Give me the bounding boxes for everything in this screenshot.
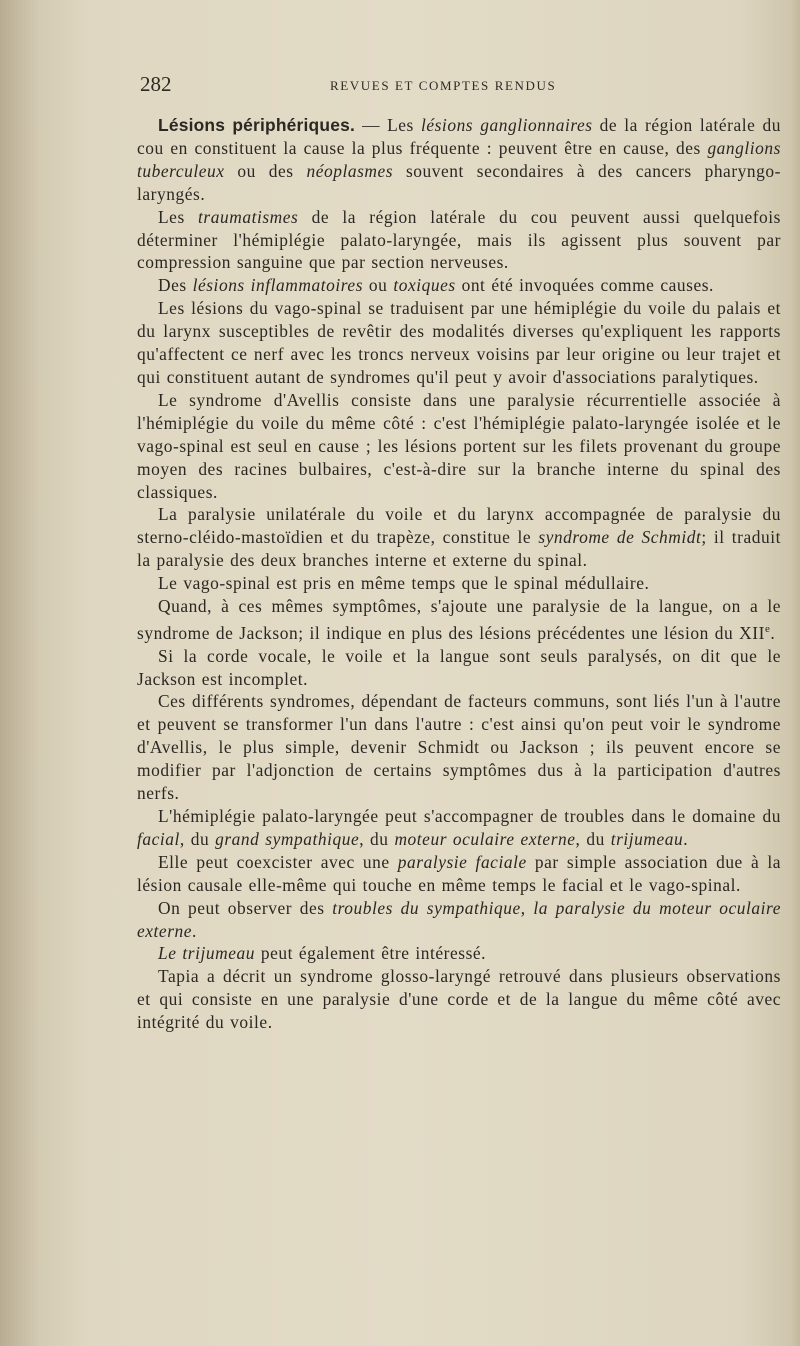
italic-term: moteur oculaire externe [394, 828, 576, 849]
italic-term: Le trijumeau [158, 943, 255, 964]
paragraph-inflammatoires [137, 274, 781, 297]
text-run: , [520, 897, 534, 918]
section-heading: Lésions périphériques. [158, 115, 355, 135]
paragraph-paralysie-faciale [137, 851, 781, 897]
paragraph-tapia: Tapia a décrit un syndrome glosso-laryngé retrouvé dans plusieurs observations et qui consiste en une paralysie d'une corde et de la langue du même côté avec intégrité du voile. [137, 966, 781, 1033]
paragraph-lesions-peripheriques [137, 114, 781, 206]
text-run: Quand, à ces mêmes symptômes, s'ajoute une paralysie de la langue, on a le syndrome de Jackson; il indique en plus des lésions précédentes une lésion du XII [137, 596, 781, 643]
text-run: ou des [224, 160, 307, 181]
italic-term: lésions inflammatoires [192, 275, 364, 296]
paragraph-jackson [137, 595, 781, 645]
text-run: de la région latérale du cou peuvent aussi quelquefois déterminer l'hémiplégie palato-laryngée, mais ils agissent plus souvent par compression sanguine que par section nerveuses. [137, 206, 781, 273]
text-run: ; il traduit la paralysie des deux branches interne et externe du spinal. [137, 527, 782, 571]
page-number: 282 [140, 72, 172, 96]
paragraph-jackson-incomplet: Si la corde vocale, le voile et la langue sont seuls paralysés, on dit que le Jackson est incomplet. [137, 645, 781, 689]
italic-term: paralysie faciale [397, 851, 527, 872]
italic-term: toxiques [393, 275, 456, 296]
paragraph-avellis: Le syndrome d'Avellis consiste dans une paralysie récurrentielle associée à l'hémiplégie du voile du même côté : c'est l'hémiplégie palato-laryngée isolée et le vago-spinal est seul en cause ; les lésions portent sur les filets provenant du groupe moyen des racines bulbaires, c'est-à-dire sur la branche interne du spinal des classiques. [137, 389, 781, 502]
text-run: Elle peut coexcister avec une [158, 851, 398, 872]
text-run: , du [179, 828, 216, 849]
text-run: . [192, 920, 197, 941]
text-run: Des [158, 275, 193, 296]
italic-term: néoplasmes [306, 160, 394, 181]
superscript: e [764, 622, 771, 635]
paragraph-spinal-medullaire: Le vago-spinal est pris en même temps que le spinal médullaire. [158, 573, 650, 594]
paragraph-trijumeau [137, 942, 781, 965]
italic-term: troubles du sympathique [332, 897, 521, 918]
italic-term: lésions ganglionnaires [420, 115, 593, 135]
italic-term: grand sympathique [215, 828, 360, 849]
text-run: par simple association due à la lésion causale elle-même qui touche en même temps le facial et le vago-spinal. [137, 851, 781, 895]
text-run: On peut observer des [158, 897, 333, 918]
italic-term: facial [137, 828, 180, 849]
paragraph-troubles [137, 805, 781, 851]
text-run: peut également être intéressé. [254, 943, 487, 964]
italic-term: trijumeau [610, 828, 684, 849]
italic-term: syndrome de Schmidt [538, 527, 702, 548]
text-run: ont été invoquées comme causes. [455, 275, 714, 296]
text-run: souvent secondaires à des cancers pharyngo-laryngés. [137, 160, 781, 204]
paragraph-syndromes: Ces différents syndromes, dépendant de facteurs communs, sont liés l'un à l'autre et peuvent se transformer l'un dans l'autre : c'est ainsi qu'on peut voir le syndrome d'Avellis, le plus simple, devenir Schmidt ou Jackson ; ils peuvent encore se modifier par l'adjonction de certains symptômes dus à la participation d'autres nerfs. [137, 691, 781, 804]
text-run: Les [158, 206, 199, 227]
running-head: REVUES ET COMPTES RENDUS [330, 78, 557, 93]
italic-term: ganglions tuberculeux [137, 137, 781, 181]
text-run: . [770, 622, 776, 643]
paragraph-schmidt [137, 503, 781, 572]
italic-term: traumatismes [198, 206, 299, 227]
text-run: La paralysie unilatérale du voile et du larynx accompagnée de paralysie du sterno-cléido-mastoïdien et du trapèze, constitue le [137, 504, 781, 548]
body-text [137, 114, 781, 1034]
text-run: — Les [354, 115, 421, 135]
page-header [140, 72, 780, 102]
text-run: , du [359, 828, 395, 849]
text-run: . [683, 828, 689, 849]
italic-term: la paralysie du moteur oculaire externe [137, 897, 781, 941]
text-run: de la région latérale du cou en constituent la cause la plus fréquente : peuvent être en cause, des [137, 115, 782, 158]
paragraph-vago-spinal: Les lésions du vago-spinal se traduisent par une hémiplégie du voile du palais et du larynx susceptibles de revêtir des modalités diverses qu'expliquent les rapports qu'affectent ce nerf avec les troncs nerveux voisins par leur origine ou leur trajet et qui constituent autant de syndromes qu'il peut y avoir d'associations paralytiques. [137, 298, 781, 387]
paragraph-sympathique [137, 897, 781, 943]
paragraph-traumatismes [137, 206, 781, 275]
text-run: , du [575, 828, 611, 849]
text-run: ou [363, 275, 394, 296]
text-run: L'hémiplégie palato-laryngée peut s'accompagner de troubles dans le domaine du [158, 805, 781, 826]
